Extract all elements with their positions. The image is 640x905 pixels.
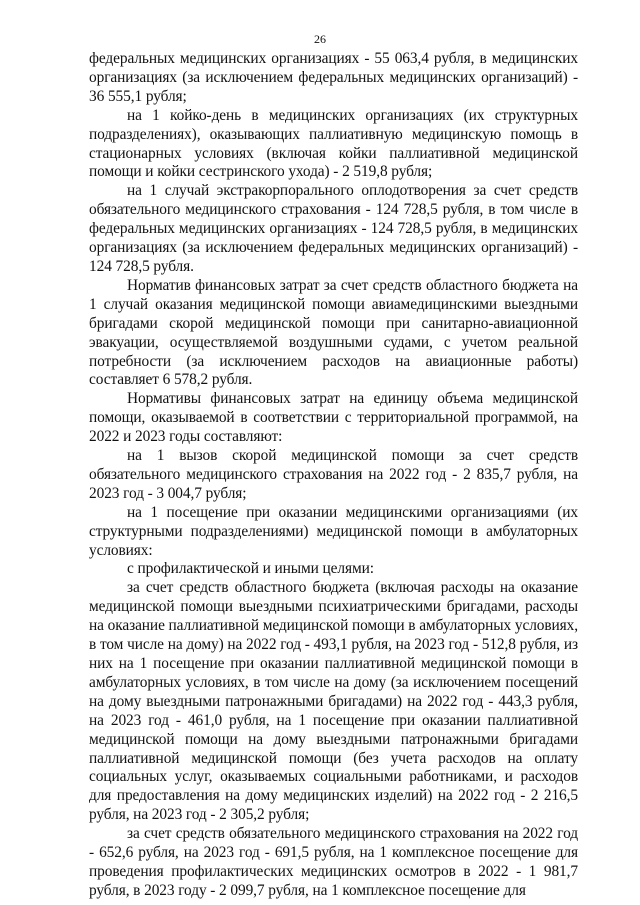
document-body	[89, 50, 578, 901]
paragraph-norms-intro: Нормативы финансовых затрат на единицу объема медицинской помощи, оказываемой в соответствии с территориальной программой, на 2022 и 2023 годы составляют:	[89, 390, 578, 446]
paragraph-regional-budget: за счет средств областного бюджета (включая расходы на оказание медицинской помощи выездными психиатрическими бригадами, расходы на оказание паллиативной медицинской помощи в амбулаторных условиях, в том числе на дому) на 2022 год - 493,1 рубля, на 2023 год - 512,8 рубля, из них на 1 посещение при оказании паллиативной медицинской помощи в амбулаторных условиях, в том числе на дому (за исключением посещений на дому выездными патронажными бригадами) на 2022 год - 443,3 рубля, на 2023 год - 461,0 рубля, на 1 посещение при оказании паллиативной медицинской помощи на дому выездными патронажными бригадами паллиативной медицинской помощи (без учета расходов на оплату социальных услуг, оказываемых социальными работниками, и расходов для предоставления на дому медицинских изделий) на 2022 год - 2 216,5 рубля, на 2023 год - 2 305,2 рубля;	[89, 579, 579, 824]
paragraph-preventive-purposes: с профилактической и иными целями:	[127, 560, 374, 578]
page-number: 26	[314, 32, 326, 46]
paragraph-ivf: на 1 случай экстракорпорального оплодотворения за счет средств обязательного медицинского страхования - 124 728,5 рубля, в том числе в федеральных медицинских организациях - 124 728,5 рубля, в медицинских организациях (за исключением федеральных медицинских организаций) - 124 728,5 рубля.	[89, 182, 578, 275]
paragraph-oms-funds: за счет средств обязательного медицинского страхования на 2022 год - 652,6 рубля, на 2023 год - 691,5 рубля, на 1 комплексное посещение для проведения профилактических медицинских осмотров в 2022 - 1 981,7 рубля, в 2023 году - 2 099,7 рубля, на 1 комплексное посещение для	[89, 825, 578, 899]
paragraph-continuation: федеральных медицинских организациях - 55 063,4 рубля, в медицинских организациях (за исключением федеральных медицинских организаций) - 36 555,1 рубля;	[89, 50, 578, 105]
paragraph-bed-day: на 1 койко-день в медицинских организациях (их структурных подразделениях), оказывающих паллиативную медицинскую помощь в стационарных условиях (включая койки паллиативной медицинской помощи и койки сестринского ухода) - 2 519,8 рубля;	[89, 106, 578, 181]
paragraph-outpatient-visit: на 1 посещение при оказании медицинскими организациями (их структурными подразделениями) медицинской помощи в амбулаторных условиях:	[89, 503, 578, 559]
paragraph-ambulance-call: на 1 вызов скорой медицинской помощи за счет средств обязательного медицинского страхования на 2022 год - 2 835,7 рубля, на 2023 год - 3 004,7 рубля;	[89, 447, 578, 502]
paragraph-air-ambulance: Норматив финансовых затрат за счет средств областного бюджета на 1 случай оказания медицинской помощи авиамедицинскими выездными бригадами скорой медицинской помощи при санитарно-авиационной эвакуации, осуществляемой воздушными судами, с учетом реальной потребности (за исключением расходов на авиационные работы) составляет 6 578,2 рубля.	[89, 276, 578, 389]
